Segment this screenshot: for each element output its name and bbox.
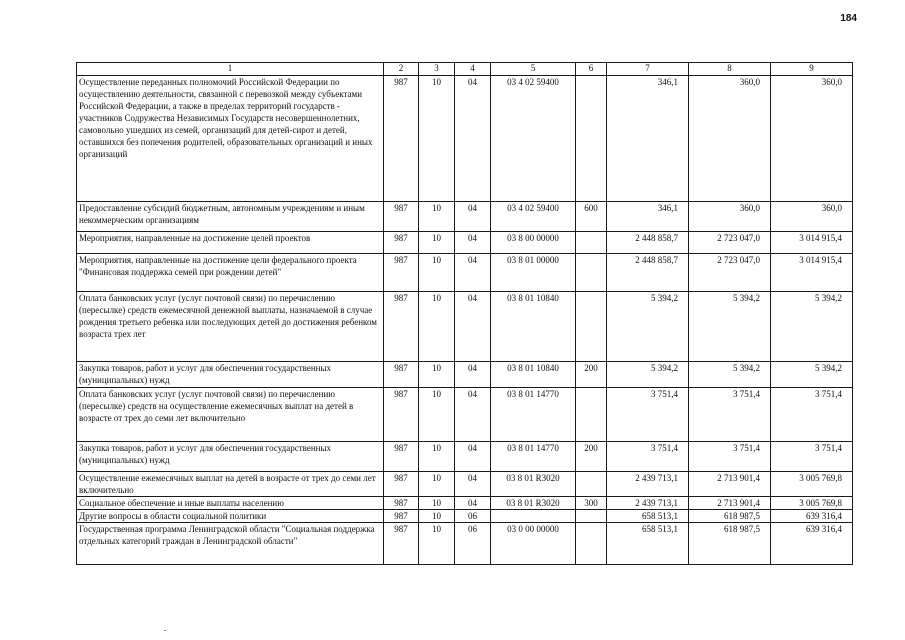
cell-amount-year-2: 618 987,5 — [689, 510, 771, 523]
cell-expense-type — [576, 76, 607, 202]
cell-target-article: 03 8 01 14770 — [491, 442, 576, 472]
cell-subsection: 04 — [455, 76, 491, 202]
cell-subsection: 04 — [455, 292, 491, 362]
cell-name: Закупка товаров, работ и услуг для обеспечения государственных (муниципальных) нужд — [77, 362, 384, 388]
cell-section: 10 — [419, 362, 455, 388]
cell-subsection: 04 — [455, 202, 491, 232]
column-number: 2 — [384, 63, 419, 76]
cell-amount-year-3: 3 751,4 — [771, 442, 853, 472]
cell-amount-year-2: 3 751,4 — [689, 388, 771, 442]
table-row — [77, 388, 853, 442]
cell-ministry-code: 987 — [384, 523, 419, 565]
cell-amount-year-3: 639 316,4 — [771, 510, 853, 523]
cell-amount-year-3: 3 005 769,8 — [771, 497, 853, 510]
cell-amount-year-1: 346,1 — [607, 202, 689, 232]
cell-name: Предоставление субсидий бюджетным, автономным учреждениям и иным некоммерческим организациям — [77, 202, 384, 232]
cell-amount-year-1: 2 439 713,1 — [607, 472, 689, 497]
cell-expense-type: 200 — [576, 442, 607, 472]
column-number: 9 — [771, 63, 853, 76]
table-row — [77, 497, 853, 510]
cell-target-article: 03 8 01 R3020 — [491, 472, 576, 497]
cell-name: Осуществление переданных полномочий Российской Федерации по осуществлению деятельности, связанной с перевозкой между субъектами Российской Федерации, а также в пределах территорий государств - участников Содружества Независимых Государств несовершеннолетних, самовольно ушедших из семей, организаций для детей-сирот и детей, оставшихся без попечения родителей, образовательных организаций и иных организаций — [77, 76, 384, 202]
cell-expense-type — [576, 254, 607, 292]
cell-amount-year-3: 5 394,2 — [771, 292, 853, 362]
cell-target-article: 03 0 00 00000 — [491, 523, 576, 565]
cell-target-article: 03 4 02 59400 — [491, 76, 576, 202]
cell-section: 10 — [419, 292, 455, 362]
cell-target-article: 03 8 01 10840 — [491, 292, 576, 362]
cell-section: 10 — [419, 254, 455, 292]
cell-amount-year-3: 3 014 915,4 — [771, 232, 853, 254]
cell-ministry-code: 987 — [384, 442, 419, 472]
cell-amount-year-3: 639 316,4 — [771, 523, 853, 565]
cell-ministry-code: 987 — [384, 202, 419, 232]
cell-ministry-code: 987 — [384, 472, 419, 497]
cell-amount-year-3: 3 005 769,8 — [771, 472, 853, 497]
cell-target-article: 03 8 01 00000 — [491, 254, 576, 292]
cell-ministry-code: 987 — [384, 388, 419, 442]
scan-speck — [164, 630, 166, 631]
cell-amount-year-2: 3 751,4 — [689, 442, 771, 472]
cell-amount-year-3: 3 751,4 — [771, 388, 853, 442]
cell-expense-type — [576, 472, 607, 497]
cell-name: Закупка товаров, работ и услуг для обеспечения государственных (муниципальных) нужд — [77, 442, 384, 472]
cell-expense-type — [576, 523, 607, 565]
cell-subsection: 04 — [455, 388, 491, 442]
cell-section: 10 — [419, 523, 455, 565]
cell-amount-year-2: 5 394,2 — [689, 292, 771, 362]
cell-amount-year-1: 2 448 858,7 — [607, 232, 689, 254]
cell-ministry-code: 987 — [384, 510, 419, 523]
table-row — [77, 362, 853, 388]
cell-subsection: 06 — [455, 510, 491, 523]
column-number: 1 — [77, 63, 384, 76]
cell-expense-type: 300 — [576, 497, 607, 510]
table-row — [77, 232, 853, 254]
cell-expense-type — [576, 388, 607, 442]
cell-ministry-code: 987 — [384, 232, 419, 254]
cell-amount-year-3: 3 014 915,4 — [771, 254, 853, 292]
cell-expense-type — [576, 510, 607, 523]
cell-amount-year-2: 618 987,5 — [689, 523, 771, 565]
cell-section: 10 — [419, 388, 455, 442]
cell-section: 10 — [419, 232, 455, 254]
budget-table — [76, 62, 853, 565]
cell-name: Оплата банковских услуг (услуг почтовой связи) по перечислению (пересылке) средств ежемесячной денежной выплаты, назначаемой в случае рождения третьего ребенка или последующих детей до достижения ребенком возраста трех лет — [77, 292, 384, 362]
cell-name: Оплата банковских услуг (услуг почтовой связи) по перечислению (пересылке) средств на осуществление ежемесячных выплат на детей в возрасте от трех до семи лет включительно — [77, 388, 384, 442]
cell-subsection: 04 — [455, 472, 491, 497]
cell-section: 10 — [419, 202, 455, 232]
cell-amount-year-3: 5 394,2 — [771, 362, 853, 388]
cell-subsection: 06 — [455, 523, 491, 565]
table-row — [77, 523, 853, 565]
table-row — [77, 254, 853, 292]
cell-amount-year-1: 2 439 713,1 — [607, 497, 689, 510]
cell-amount-year-2: 2 723 047,0 — [689, 254, 771, 292]
cell-amount-year-2: 2 713 901,4 — [689, 497, 771, 510]
table-row — [77, 472, 853, 497]
cell-name: Социальное обеспечение и иные выплаты населению — [77, 497, 384, 510]
cell-amount-year-1: 346,1 — [607, 76, 689, 202]
cell-amount-year-1: 658 513,1 — [607, 510, 689, 523]
cell-amount-year-1: 3 751,4 — [607, 388, 689, 442]
cell-name: Другие вопросы в области социальной политики — [77, 510, 384, 523]
cell-section: 10 — [419, 442, 455, 472]
cell-name: Государственная программа Ленинградской области "Социальная поддержка отдельных категорий граждан в Ленинградской области" — [77, 523, 384, 565]
cell-amount-year-1: 658 513,1 — [607, 523, 689, 565]
cell-subsection: 04 — [455, 232, 491, 254]
cell-amount-year-3: 360,0 — [771, 76, 853, 202]
page-number: 184 — [840, 13, 857, 24]
cell-target-article: 03 8 00 00000 — [491, 232, 576, 254]
cell-amount-year-3: 360,0 — [771, 202, 853, 232]
column-number: 7 — [607, 63, 689, 76]
column-number: 8 — [689, 63, 771, 76]
cell-amount-year-1: 2 448 858,7 — [607, 254, 689, 292]
cell-expense-type: 200 — [576, 362, 607, 388]
cell-amount-year-2: 2 713 901,4 — [689, 472, 771, 497]
cell-ministry-code: 987 — [384, 254, 419, 292]
table-row — [77, 442, 853, 472]
table-row — [77, 202, 853, 232]
cell-ministry-code: 987 — [384, 292, 419, 362]
cell-amount-year-1: 5 394,2 — [607, 362, 689, 388]
cell-amount-year-2: 2 723 047,0 — [689, 232, 771, 254]
cell-ministry-code: 987 — [384, 362, 419, 388]
cell-subsection: 04 — [455, 442, 491, 472]
cell-target-article — [491, 510, 576, 523]
cell-subsection: 04 — [455, 497, 491, 510]
cell-section: 10 — [419, 76, 455, 202]
cell-expense-type — [576, 292, 607, 362]
column-number: 5 — [491, 63, 576, 76]
column-number: 6 — [576, 63, 607, 76]
cell-target-article: 03 8 01 14770 — [491, 388, 576, 442]
column-number: 3 — [419, 63, 455, 76]
cell-amount-year-2: 5 394,2 — [689, 362, 771, 388]
cell-subsection: 04 — [455, 362, 491, 388]
cell-section: 10 — [419, 497, 455, 510]
column-number: 4 — [455, 63, 491, 76]
cell-target-article: 03 4 02 59400 — [491, 202, 576, 232]
cell-target-article: 03 8 01 10840 — [491, 362, 576, 388]
column-number-row — [77, 63, 853, 76]
table-row — [77, 510, 853, 523]
cell-section: 10 — [419, 472, 455, 497]
cell-section: 10 — [419, 510, 455, 523]
cell-ministry-code: 987 — [384, 497, 419, 510]
cell-amount-year-2: 360,0 — [689, 76, 771, 202]
cell-name: Осуществление ежемесячных выплат на детей в возрасте от трех до семи лет включительно — [77, 472, 384, 497]
cell-expense-type: 600 — [576, 202, 607, 232]
cell-name: Мероприятия, направленные на достижение цели федерального проекта "Финансовая поддержка семей при рождении детей" — [77, 254, 384, 292]
cell-amount-year-1: 3 751,4 — [607, 442, 689, 472]
cell-target-article: 03 8 01 R3020 — [491, 497, 576, 510]
cell-amount-year-1: 5 394,2 — [607, 292, 689, 362]
cell-amount-year-2: 360,0 — [689, 202, 771, 232]
table-row — [77, 292, 853, 362]
table-row — [77, 76, 853, 202]
cell-subsection: 04 — [455, 254, 491, 292]
cell-expense-type — [576, 232, 607, 254]
cell-ministry-code: 987 — [384, 76, 419, 202]
cell-name: Мероприятия, направленные на достижение целей проектов — [77, 232, 384, 254]
